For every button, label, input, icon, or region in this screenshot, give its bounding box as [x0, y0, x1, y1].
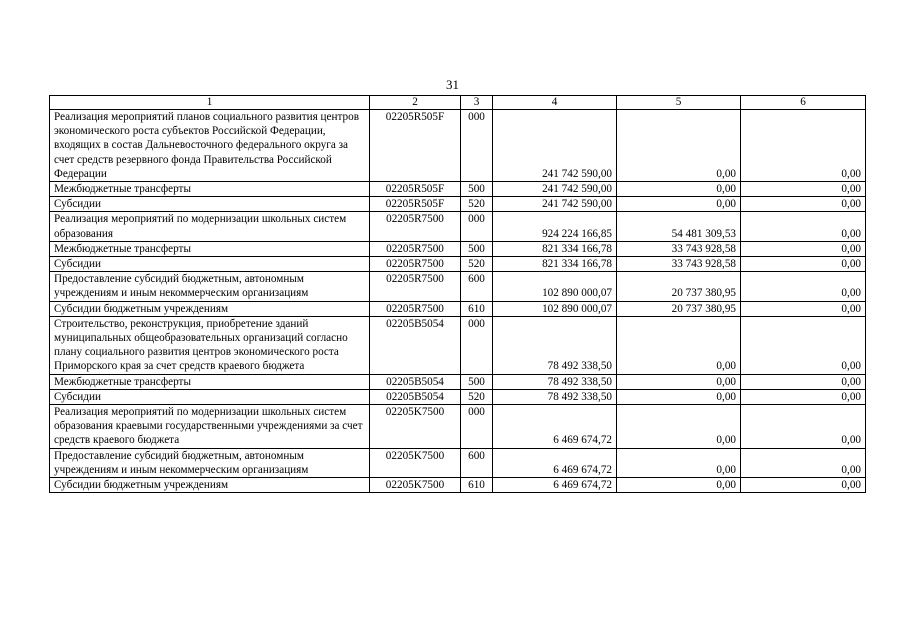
table-row [50, 389, 866, 404]
row-amount-col4-cell: 102 890 000,07 [493, 272, 617, 301]
row-expense-type-cell: 000 [461, 316, 493, 374]
row-amount-col6-cell: 0,00 [741, 197, 866, 212]
row-amount-col4-cell: 241 742 590,00 [493, 110, 617, 182]
row-name-cell: Межбюджетные трансферты [50, 182, 370, 197]
row-amount-col4-cell: 6 469 674,72 [493, 478, 617, 493]
row-amount-col4-cell: 102 890 000,07 [493, 301, 617, 316]
row-amount-col5-cell: 33 743 928,58 [617, 241, 741, 256]
row-amount-col6-cell: 0,00 [741, 241, 866, 256]
row-name-cell: Предоставление субсидий бюджетным, автономным учреждениям и иным некоммерческим организациям [50, 448, 370, 477]
table-row [50, 272, 866, 301]
row-expense-type-cell: 600 [461, 448, 493, 477]
row-expense-type-cell: 520 [461, 197, 493, 212]
row-target-code-cell: 02205B5054 [370, 374, 461, 389]
row-expense-type-cell: 610 [461, 301, 493, 316]
row-amount-col4-cell: 821 334 166,78 [493, 241, 617, 256]
row-name-cell: Субсидии бюджетным учреждениям [50, 301, 370, 316]
row-amount-col5-cell: 54 481 309,53 [617, 212, 741, 241]
table-row [50, 241, 866, 256]
row-name-cell: Субсидии [50, 257, 370, 272]
column-header-5: 5 [617, 96, 741, 110]
row-amount-col4-cell: 78 492 338,50 [493, 389, 617, 404]
row-amount-col4-cell: 924 224 166,85 [493, 212, 617, 241]
row-expense-type-cell: 500 [461, 182, 493, 197]
row-amount-col6-cell: 0,00 [741, 316, 866, 374]
row-name-cell: Строительство, реконструкция, приобретение зданий муниципальных общеобразовательных организаций согласно плану социального развития центров экономического роста Приморского края за счет средств краевого бюджета [50, 316, 370, 374]
column-header-1: 1 [50, 96, 370, 110]
column-header-4: 4 [493, 96, 617, 110]
row-amount-col6-cell: 0,00 [741, 110, 866, 182]
row-target-code-cell: 02205B5054 [370, 316, 461, 374]
row-amount-col5-cell: 0,00 [617, 316, 741, 374]
row-amount-col5-cell: 0,00 [617, 405, 741, 449]
row-target-code-cell: 02205R505F [370, 197, 461, 212]
row-amount-col4-cell: 241 742 590,00 [493, 197, 617, 212]
row-target-code-cell: 02205R7500 [370, 212, 461, 241]
row-amount-col5-cell: 33 743 928,58 [617, 257, 741, 272]
row-name-cell: Реализация мероприятий по модернизации школьных систем образования [50, 212, 370, 241]
row-expense-type-cell: 500 [461, 241, 493, 256]
row-amount-col6-cell: 0,00 [741, 272, 866, 301]
row-name-cell: Предоставление субсидий бюджетным, автономным учреждениям и иным некоммерческим организациям [50, 272, 370, 301]
row-target-code-cell: 02205B5054 [370, 389, 461, 404]
row-target-code-cell: 02205R7500 [370, 241, 461, 256]
table-row [50, 182, 866, 197]
row-target-code-cell: 02205K7500 [370, 448, 461, 477]
row-expense-type-cell: 000 [461, 110, 493, 182]
row-expense-type-cell: 000 [461, 212, 493, 241]
table-row [50, 110, 866, 182]
row-amount-col4-cell: 78 492 338,50 [493, 374, 617, 389]
table-row [50, 301, 866, 316]
row-amount-col5-cell: 0,00 [617, 389, 741, 404]
row-expense-type-cell: 520 [461, 389, 493, 404]
row-expense-type-cell: 610 [461, 478, 493, 493]
row-amount-col5-cell: 20 737 380,95 [617, 272, 741, 301]
table-row [50, 405, 866, 449]
row-amount-col5-cell: 0,00 [617, 197, 741, 212]
column-header-3: 3 [461, 96, 493, 110]
table-header-row [50, 96, 866, 110]
table-row [50, 197, 866, 212]
row-amount-col6-cell: 0,00 [741, 301, 866, 316]
row-amount-col5-cell: 0,00 [617, 182, 741, 197]
row-target-code-cell: 02205R7500 [370, 301, 461, 316]
row-amount-col6-cell: 0,00 [741, 182, 866, 197]
row-target-code-cell: 02205K7500 [370, 478, 461, 493]
column-header-2: 2 [370, 96, 461, 110]
row-amount-col6-cell: 0,00 [741, 257, 866, 272]
row-amount-col4-cell: 821 334 166,78 [493, 257, 617, 272]
row-name-cell: Субсидии [50, 197, 370, 212]
budget-table [49, 95, 866, 493]
row-expense-type-cell: 600 [461, 272, 493, 301]
page-number: 31 [446, 77, 459, 92]
table-row [50, 478, 866, 493]
row-amount-col5-cell: 0,00 [617, 448, 741, 477]
table-row [50, 212, 866, 241]
row-name-cell: Межбюджетные трансферты [50, 374, 370, 389]
row-target-code-cell: 02205R505F [370, 182, 461, 197]
row-expense-type-cell: 500 [461, 374, 493, 389]
row-target-code-cell: 02205R7500 [370, 272, 461, 301]
row-amount-col6-cell: 0,00 [741, 448, 866, 477]
row-name-cell: Субсидии [50, 389, 370, 404]
row-name-cell: Реализация мероприятий по модернизации школьных систем образования краевыми государственными учреждениями за счет средств краевого бюджета [50, 405, 370, 449]
row-amount-col6-cell: 0,00 [741, 374, 866, 389]
table-row [50, 257, 866, 272]
row-amount-col6-cell: 0,00 [741, 212, 866, 241]
row-expense-type-cell: 520 [461, 257, 493, 272]
row-amount-col6-cell: 0,00 [741, 405, 866, 449]
row-target-code-cell: 02205K7500 [370, 405, 461, 449]
row-amount-col4-cell: 78 492 338,50 [493, 316, 617, 374]
table-row [50, 448, 866, 477]
row-amount-col4-cell: 6 469 674,72 [493, 448, 617, 477]
row-expense-type-cell: 000 [461, 405, 493, 449]
row-target-code-cell: 02205R7500 [370, 257, 461, 272]
row-name-cell: Субсидии бюджетным учреждениям [50, 478, 370, 493]
row-amount-col6-cell: 0,00 [741, 478, 866, 493]
row-name-cell: Межбюджетные трансферты [50, 241, 370, 256]
row-amount-col5-cell: 0,00 [617, 374, 741, 389]
table-row [50, 316, 866, 374]
row-amount-col4-cell: 6 469 674,72 [493, 405, 617, 449]
row-amount-col5-cell: 0,00 [617, 478, 741, 493]
row-name-cell: Реализация мероприятий планов социального развития центров экономического роста субъектов Российской Федерации, входящих в состав Дальневосточного федерального округа за счет средств резервного фонда Правительства Российской Федерации [50, 110, 370, 182]
row-amount-col6-cell: 0,00 [741, 389, 866, 404]
row-target-code-cell: 02205R505F [370, 110, 461, 182]
column-header-6: 6 [741, 96, 866, 110]
table-row [50, 374, 866, 389]
row-amount-col4-cell: 241 742 590,00 [493, 182, 617, 197]
row-amount-col5-cell: 0,00 [617, 110, 741, 182]
row-amount-col5-cell: 20 737 380,95 [617, 301, 741, 316]
